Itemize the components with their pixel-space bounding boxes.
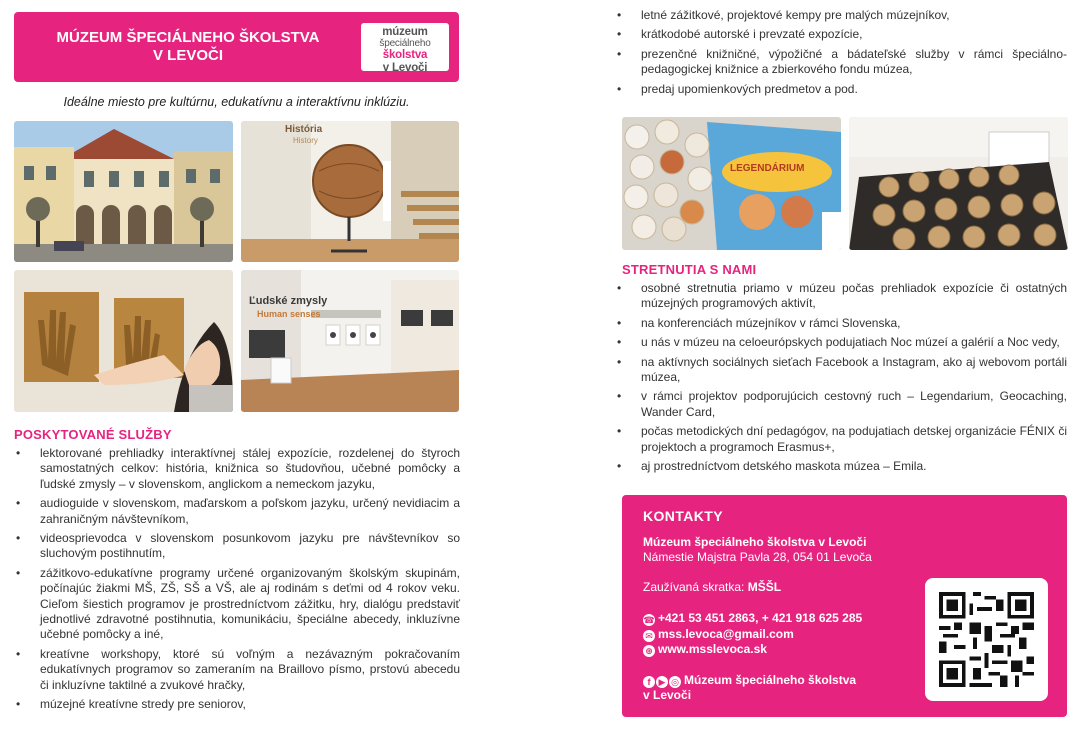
header-banner	[14, 12, 459, 82]
instagram-icon[interactable]: ◎	[669, 676, 681, 688]
tagline: Ideálne miesto pre kultúrnu, edukatívnu a interaktívnu inklúziu.	[63, 95, 410, 109]
services-item: • múzejné kreatívne stredy pre seniorov,	[14, 697, 460, 712]
youtube-icon[interactable]: ▶	[656, 676, 668, 688]
photo-building	[14, 121, 233, 262]
services-cont-item: • letné zážitkové, projektové kempy pre malých múzejníkov,	[615, 8, 1067, 23]
phone-icon: ☎	[643, 615, 655, 625]
contact-address: Námestie Majstra Pavla 28, 054 01 Levoča	[643, 550, 872, 564]
right-page	[607, 0, 1080, 730]
logo-line3: školstva	[382, 49, 428, 61]
photo-wooden-badges	[849, 117, 1068, 250]
contact-social	[643, 673, 856, 703]
museum-title-line1: MÚZEUM ŠPECIÁLNEHO ŠKOLSTVA	[56, 29, 320, 46]
qr-code[interactable]	[925, 578, 1048, 701]
contact-abbreviation	[643, 580, 781, 595]
abbreviation-value: MŠŠL	[747, 580, 782, 594]
services-list	[14, 446, 460, 717]
meetings-item: • u nás v múzeu na celoeurópskych podujatiach Noc múzeí a galérií a Noc vedy,	[615, 335, 1067, 350]
website-link[interactable]: www.msslevoca.sk	[658, 642, 767, 656]
left-page	[0, 0, 475, 730]
photo-badges-book	[622, 117, 841, 250]
services-item: • lektorované prehliadky interaktívnej stálej expozície, rozdelenej do štyroch samostatných celkov: história, knižnica so študovňou, učebné pomôcky a ľudské zmysly – v slovenskom, anglickom a nemeckom jazyku,	[14, 446, 460, 492]
services-item: • zážitkovo-edukatívne programy určené organizovaným školským skupinám, počínajúc žiakmi MŠ, ZŠ, SŠ a VŠ, ale aj rodinám s deťmi od 4 rokov veku. Cieľom šiestich programov je prostredníctvom zážitku, hry, dialógu predstaviť jednotlivé zdravotné postihnutia, komunikáciu, špeciálne abecedy, inkluzívne učebné pomôcky a iné,	[14, 566, 460, 643]
museum-logo	[361, 23, 449, 74]
contact-title: KONTAKTY	[643, 508, 723, 524]
exhibit-sign-senses-en: Human senses	[257, 309, 321, 319]
museum-title	[32, 29, 344, 65]
social-name-line2: v Levoči	[643, 688, 692, 702]
logo-line4: v Levoči	[382, 62, 428, 74]
abbreviation-label: Zaužívaná skratka:	[643, 580, 748, 594]
social-name-line1: Múzeum špeciálneho školstva	[684, 673, 857, 687]
qr-code-pattern	[939, 592, 1034, 687]
meetings-item: • na aktívnych sociálnych sieťach Facebook a Instagram, ako aj webovom portáli múzea,	[615, 355, 1067, 386]
logo-line2: špeciálneho	[379, 38, 431, 49]
contact-email	[643, 627, 794, 642]
exhibit-sign-senses: Ľudské zmysly	[249, 295, 328, 307]
meetings-item: • osobné stretnutia priamo v múzeu počas prehliadok expozície či ostatných múzejných programových aktivít,	[615, 281, 1067, 312]
services-item: • kreatívne workshopy, ktoré sú voľným a nezávazným pokračovaním edukatívnych programov so zameraním na Braillovo písmo, prstovú abecedu či inkluzívne taktilné a zvukové hračky,	[14, 647, 460, 693]
phone-numbers: +421 53 451 2863, + 421 918 625 285	[658, 611, 863, 625]
services-title: POSKYTOVANÉ SLUŽBY	[14, 427, 172, 442]
services-cont-item: • predaj upomienkových predmetov a pod.	[615, 82, 1067, 97]
services-cont-item: • prezenčné knižničné, výpožičné a bádateľské služby v rámci špeciálno-pedagogickej knižnice a zbierkového fondu múzea,	[615, 47, 1067, 78]
contact-web	[643, 642, 767, 657]
book-title: LEGENDÁRIUM	[730, 163, 805, 174]
meetings-item: • aj prostredníctvom detského maskota múzea – Emila.	[615, 459, 1067, 474]
services-item: • audioguide v slovenskom, maďarskom a poľskom jazyku, určený nevidiacim a zahraničným návštevníkom,	[14, 496, 460, 527]
meetings-item: • v rámci projektov podporujúcich cestovný ruch – Legendarium, Geocaching, Wander Card,	[615, 389, 1067, 420]
photo-globe-history	[241, 121, 459, 262]
photo-senses-room	[241, 270, 459, 412]
services-continued-list	[615, 8, 1067, 101]
contact-org-name: Múzeum špeciálneho školstva v Levoči	[643, 535, 867, 549]
exhibit-sign-history: História	[285, 124, 323, 135]
services-item: • videosprievodca v slovenskom posunkovom jazyku pre návštevníkov so sluchovým postihnutím,	[14, 531, 460, 562]
meetings-item: • počas metodických dní pedagógov, na podujatiach detskej organizácie FÉNIX či projektoch a programoch Erasmus+,	[615, 424, 1067, 455]
meetings-list	[615, 281, 1067, 478]
globe-icon: ⊕	[643, 645, 655, 657]
photo-tactile-hands	[14, 270, 233, 412]
services-cont-item: • krátkodobé autorské i prevzaté expozície,	[615, 27, 1067, 42]
exhibit-sign-history-en: History	[293, 136, 318, 145]
contact-phone	[643, 611, 862, 626]
email-icon: ✉	[643, 630, 655, 642]
museum-title-line2: V LEVOČI	[152, 47, 223, 64]
logo-line1: múzeum	[382, 26, 428, 38]
meetings-item: • na konferenciách múzejníkov v rámci Slovenska,	[615, 316, 1067, 331]
email-link[interactable]: mss.levoca@gmail.com	[658, 627, 794, 641]
contact-box	[622, 495, 1067, 717]
facebook-icon[interactable]: f	[643, 676, 655, 688]
meetings-title: STRETNUTIA S NAMI	[622, 262, 757, 277]
